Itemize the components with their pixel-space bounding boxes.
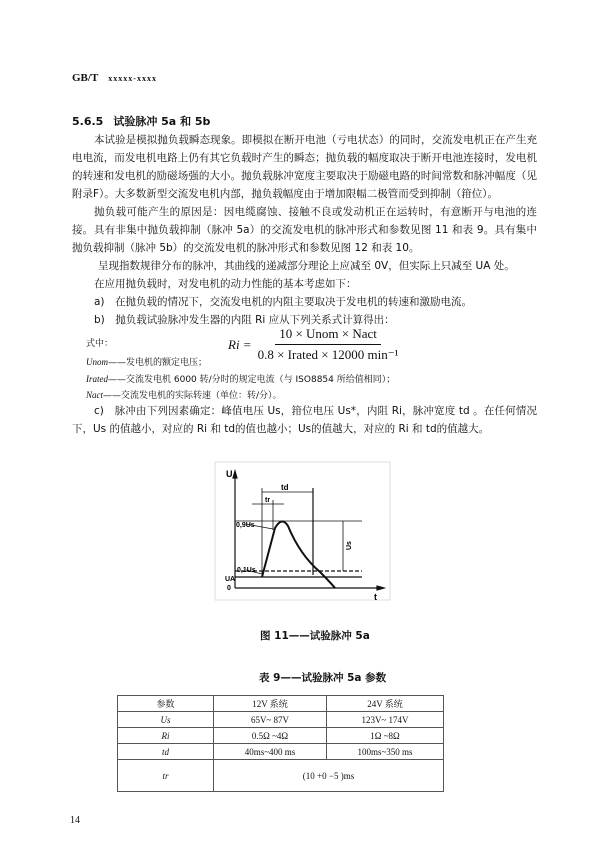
label-zero: 0 [227, 585, 231, 592]
paragraph: 呈现指数规律分布的脉冲，其曲线的递减部分理论上应减至 0V，但实际上只减至 UA 处。 [98, 260, 515, 272]
section-title: 试验脉冲 5a 和 5b [113, 115, 211, 128]
formula-lhs: Ri = [228, 336, 252, 352]
header-cell: 12V 系统 [214, 696, 327, 712]
param-cell: tr [162, 770, 169, 781]
y-axis-arrow [233, 471, 237, 478]
value-cell: 100ms~350 ms [327, 744, 444, 760]
x-axis-label: t [374, 592, 377, 602]
paragraph: 本试验是模拟抛负载瞬态现象。即模拟在断开电池（亏电状态）的同时，交流发电机正在产生充电电流，而发电机电路上仍有其它负载时产生的瞬态；抛负载的幅度取决于断开电池连接时，发电机的转速和发电机的励磁场强的大小。抛负载脉冲宽度主要取决于励磁电路的时间常数和脉冲幅度（见附录F）。大多数新型交流发电机内部，抛负载幅度由于增加限幅二极管而受到抑制（箝位）。 [72, 134, 537, 200]
table-row [118, 760, 444, 792]
label-us: Us [346, 541, 353, 550]
value-cell: 65V~ 87V [214, 712, 327, 728]
td-label: td [281, 483, 289, 492]
y-axis-label: U [226, 469, 233, 479]
header-cell: 24V 系统 [327, 696, 444, 712]
value-cell: 0.5Ω ~4Ω [214, 728, 327, 744]
table-row [118, 744, 444, 760]
definition: Irated——交流发电机 6000 转/分时的规定电流（与 ISO8854 所给值相同）； [86, 374, 396, 385]
label-01us: 0,1Us [237, 567, 256, 574]
label-09us: 0,9Us [236, 522, 255, 529]
label-ua: UA [225, 576, 236, 583]
figure-frame [215, 462, 390, 600]
table-header-row [118, 696, 444, 712]
table-row [118, 712, 444, 728]
standard-prefix: GB/T [72, 72, 99, 84]
formula-numerator: 10 × Unom × Nact [275, 326, 381, 345]
parameter-table [117, 695, 444, 792]
value-cell: 40ms~400 ms [214, 744, 327, 760]
value-cell: (10 +0 −5 )ms [214, 760, 444, 792]
list-item-c: c) 脉冲由下列因素确定：峰值电压 Us，箝位电压 Us*，内阻 Ri，脉冲宽度 td 。在任何情况下，Us 的值越小，对应的 Ri 和 td的值也越小；Us的值越大，对应的 Ri 和 td的值越大。 [72, 405, 537, 435]
definition: Unom——发电机的额定电压； [86, 357, 208, 368]
param-cell: Us [160, 714, 171, 725]
formula-denominator: 0.8 × Irated × 12000 min⁻¹ [257, 347, 399, 362]
paragraph: 抛负载可能产生的原因是：因电缆腐蚀、接触不良或发动机正在运转时，有意断开与电池的连接。 [72, 206, 537, 236]
standard-code: xxxxx-xxxx [108, 74, 157, 83]
page-number: 14 [70, 815, 80, 826]
x-axis-arrow [377, 586, 384, 590]
paragraph: 在应用抛负载时，对发电机的动力性能的基本考虑如下： [94, 278, 357, 290]
value-cell: 123V~ 174V [327, 712, 444, 728]
param-cell: td [161, 746, 169, 757]
table-caption: 表 9——试验脉冲 5a 参数 [259, 672, 387, 684]
table-row [118, 728, 444, 744]
where-label: 式中： [86, 339, 114, 349]
figure-caption: 图 11——试验脉冲 5a [260, 630, 370, 642]
pulse-curve [262, 521, 335, 588]
section-number: 5.6.5 [72, 115, 104, 128]
value-cell: 1Ω ~8Ω [327, 728, 444, 744]
list-item-b: b) 抛负载试验脉冲发生器的内阻 Ri 应从下列关系式计算得出： [94, 314, 395, 326]
definition: Nact——交流发电机的实际转速（单位：转/分）。 [86, 390, 282, 401]
tr-label: tr [265, 497, 271, 504]
header-cell: 参数 [118, 696, 214, 712]
param-cell: Ri [161, 730, 170, 741]
paragraph: 具有非集中抛负载抑制（脉冲 5a）的交流发电机的脉冲形式和参数见图 11 和表 9。具有集中抛负载抑制（脉冲 5b）的交流发电机的脉冲形式和参数见图 12 和表 10。 [72, 224, 537, 254]
list-item-a: a) 在抛负载的情况下，交流发电机的内阻主要取决于发电机的转速和激励电流。 [94, 296, 473, 308]
